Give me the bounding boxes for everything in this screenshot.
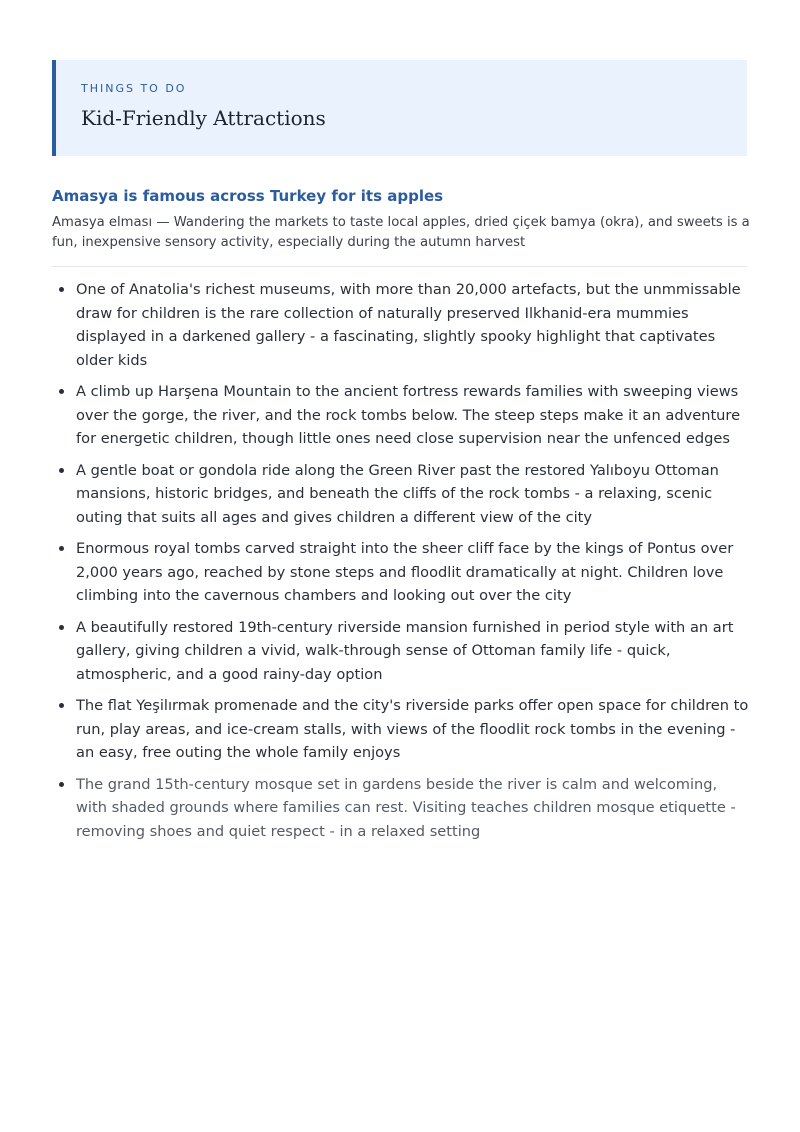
feature-description: Amasya elması — Wandering the markets to taste local apples, dried çiçek bamya (okra), and sweets is a fun, inexpensive sensory activity, especially during the autumn harvest	[52, 215, 750, 250]
divider	[52, 266, 747, 267]
list-item: A gentle boat or gondola ride along the Green River past the restored Yalıboyu Ottoman mansions, historic bridges, and beneath the cliffs of the rock tombs - a relaxing, scenic outing that suits all ages and gives children a different view of the city	[52, 459, 752, 530]
list-item: A beautifully restored 19th-century riverside mansion furnished in period style with an art gallery, giving children a vivid, walk-through sense of Ottoman family life - quick, atmospheric, and a good rainy-day option	[52, 616, 752, 687]
list-item: The grand 15th-century mosque set in gardens beside the river is calm and welcoming, with shaded grounds where families can rest. Visiting teaches children mosque etiquette - removing shoes and quiet respect - in a relaxed setting	[52, 773, 752, 844]
list-item: The flat Yeşilırmak promenade and the city's riverside parks offer open space for children to run, play areas, and ice-cream stalls, with views of the floodlit rock tombs in the evening - an easy, free outing the whole family enjoys	[52, 694, 752, 765]
list-item: One of Anatolia's richest museums, with more than 20,000 artefacts, but the unmmissable draw for children is the rare collection of naturally preserved Ilkhanid-era mummies displayed in a darkened gallery - a fascinating, slightly spooky highlight that captivates older kids	[52, 278, 752, 372]
feature-title: Amasya is famous across Turkey for its apples	[52, 187, 444, 205]
list-item: A climb up Harşena Mountain to the ancient fortress rewards families with sweeping views over the gorge, the river, and the rock tombs below. The steep steps make it an adventure for energetic children, though little ones need close supervision near the unfenced edges	[52, 380, 752, 451]
attractions-list	[52, 278, 752, 851]
section-eyebrow: THINGS TO DO	[81, 82, 187, 95]
list-item: Enormous royal tombs carved straight into the sheer cliff face by the kings of Pontus over 2,000 years ago, reached by stone steps and floodlit dramatically at night. Children love climbing into the cavernous chambers and looking out over the city	[52, 537, 752, 608]
page-title: Kid-Friendly Attractions	[81, 106, 326, 130]
section-header	[52, 60, 747, 156]
